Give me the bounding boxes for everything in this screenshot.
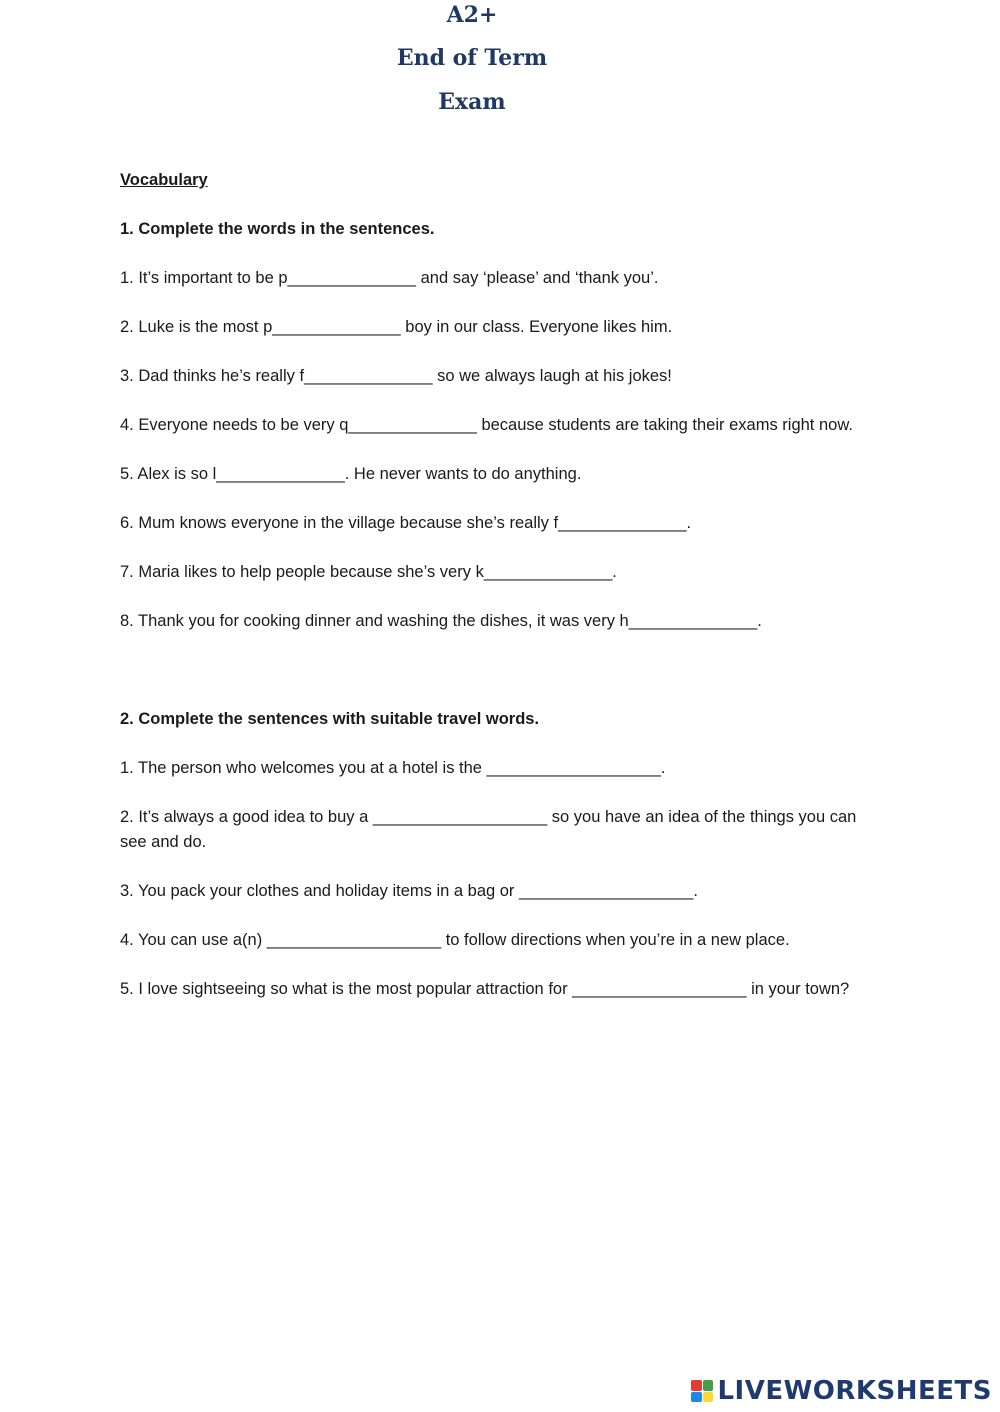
exercise-2-item: 4. You can use a(n) ___________________ to follow directions when you’re in a new place. [120, 931, 790, 949]
logo-square-yellow [703, 1392, 714, 1403]
section-spacer [120, 658, 880, 707]
exercise-1-item: 8. Thank you for cooking dinner and washing the dishes, it was very h______________. [120, 612, 762, 630]
logo-square-blue [691, 1392, 702, 1403]
liveworksheets-logo [691, 1376, 992, 1406]
exercise-2-item: 2. It’s always a good idea to buy a ___________________ so you have an idea of the things you can see and do. [120, 808, 857, 851]
logo-grid-icon [691, 1380, 713, 1402]
exercise-1-item: 5. Alex is so l______________. He never wants to do anything. [120, 465, 582, 483]
exercise-1-title: 1. Complete the words in the sentences. [120, 220, 435, 238]
exercise-2-item: 3. You pack your clothes and holiday items in a bag or ___________________. [120, 882, 698, 900]
title-sub: Exam [438, 89, 506, 115]
exercise-1-item: 3. Dad thinks he’s really f______________ so we always laugh at his jokes! [120, 367, 672, 385]
exercise-2-item: 5. I love sightseeing so what is the most popular attraction for ___________________ in your town? [120, 980, 850, 998]
exercise-1-item: 7. Maria likes to help people because she’s very k______________. [120, 563, 617, 581]
logo-square-green [703, 1380, 714, 1391]
exercise-1-item: 2. Luke is the most p______________ boy in our class. Everyone likes him. [120, 318, 673, 336]
exercise-1-item: 6. Mum knows everyone in the village because she’s really f______________. [120, 514, 692, 532]
logo-text: LIVEWORKSHEETS [717, 1376, 992, 1406]
exercise-2-title: 2. Complete the sentences with suitable travel words. [120, 710, 540, 728]
exercise-2-item: 1. The person who welcomes you at a hotel is the ___________________. [120, 759, 666, 777]
exercise-1-item: 1. It’s important to be p______________ and say ‘please’ and ‘thank you’. [120, 269, 659, 287]
logo-square-red [691, 1380, 702, 1391]
title-level: A2+ [446, 2, 498, 28]
exercise-1-item: 4. Everyone needs to be very q______________ because students are taking their exams right now. [120, 416, 853, 434]
worksheet-content [120, 168, 880, 1026]
title-main: End of Term [396, 45, 548, 71]
section-heading: Vocabulary [120, 171, 208, 189]
